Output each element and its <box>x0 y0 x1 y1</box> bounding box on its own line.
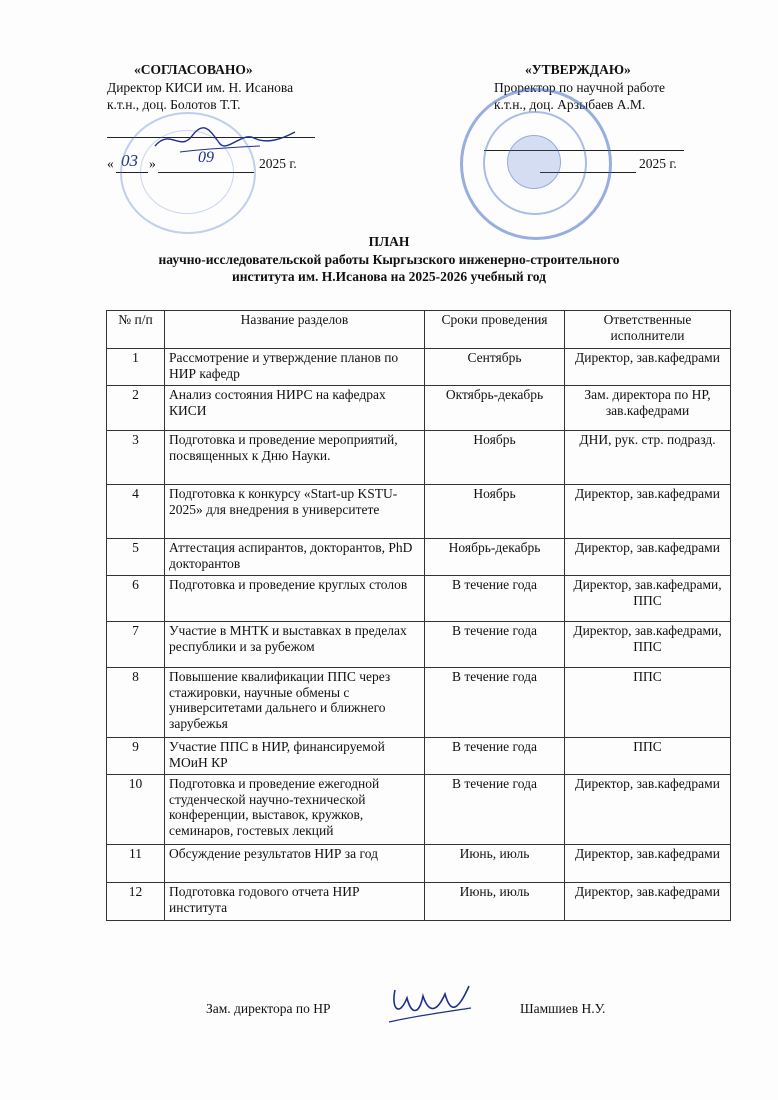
table-row <box>107 539 731 576</box>
col-header-name: Название разделов <box>165 311 425 349</box>
row-dates: Ноябрь <box>425 485 565 539</box>
row-number: 7 <box>107 622 165 668</box>
row-name: Подготовка к конкурсу «Start-up KSTU-2025» для внедрения в университете <box>165 485 425 539</box>
col-header-dates: Сроки проведения <box>425 311 565 349</box>
agreed-date-close: » <box>149 156 156 171</box>
row-responsible: Директор, зав.кафедрами, ППС <box>565 576 731 622</box>
row-responsible: ППС <box>565 668 731 738</box>
table-row <box>107 738 731 775</box>
agreed-date-open: « <box>107 156 114 171</box>
row-name: Участие ППС в НИР, финансируемой МОиН КР <box>165 738 425 775</box>
col-header-responsible: Ответственные исполнители <box>565 311 731 349</box>
agreed-date-year: 2025 г. <box>259 156 297 171</box>
row-dates: Июнь, июль <box>425 883 565 921</box>
row-number: 11 <box>107 845 165 883</box>
row-number: 10 <box>107 775 165 845</box>
row-number: 4 <box>107 485 165 539</box>
agreed-date-month: 09 <box>198 149 214 166</box>
row-dates: В течение года <box>425 622 565 668</box>
row-dates: Сентябрь <box>425 349 565 386</box>
row-number: 8 <box>107 668 165 738</box>
row-responsible: Директор, зав.кафедрами <box>565 349 731 386</box>
row-name: Повышение квалификации ППС через стажировки, научные обмены с университетами дальнего и ближнего зарубежья <box>165 668 425 738</box>
table-row <box>107 622 731 668</box>
footer-name: Шамшиев Н.У. <box>520 1001 606 1016</box>
row-name: Обсуждение результатов НИР за год <box>165 845 425 883</box>
row-dates: Ноябрь <box>425 431 565 485</box>
approved-heading: «УТВЕРЖДАЮ» <box>525 62 631 77</box>
row-name: Подготовка и проведение круглых столов <box>165 576 425 622</box>
approved-position: Проректор по научной работе <box>494 80 666 95</box>
row-number: 3 <box>107 431 165 485</box>
plan-subtitle-line2: института им. Н.Исанова на 2025-2026 учебный год <box>231 269 547 284</box>
agreed-stamp <box>120 112 256 234</box>
table-row <box>107 883 731 921</box>
row-responsible: ДНИ, рук. стр. подразд. <box>565 431 731 485</box>
row-responsible: Директор, зав.кафедрами <box>565 883 731 921</box>
approved-name: к.т.н., доц. Арзыбаев А.М. <box>494 97 646 112</box>
row-name: Участие в МНТК и выставках в пределах республики и за рубежом <box>165 622 425 668</box>
plan-title: ПЛАН <box>368 234 410 249</box>
row-number: 9 <box>107 738 165 775</box>
row-responsible: Директор, зав.кафедрами <box>565 845 731 883</box>
agreed-date-day: 03 <box>121 151 138 170</box>
table-row <box>107 386 731 431</box>
footer-position: Зам. директора по НР <box>206 1001 331 1016</box>
row-name: Подготовка годового отчета НИР института <box>165 883 425 921</box>
row-responsible: Директор, зав.кафедрами <box>565 485 731 539</box>
row-responsible: Директор, зав.кафедрами <box>565 775 731 845</box>
row-dates: В течение года <box>425 775 565 845</box>
agreed-heading: «СОГЛАСОВАНО» <box>134 62 253 77</box>
row-dates: В течение года <box>425 668 565 738</box>
approved-date-year: 2025 г. <box>639 156 677 171</box>
row-number: 1 <box>107 349 165 386</box>
agreed-position: Директор КИСИ им. Н. Исанова <box>107 80 294 95</box>
row-number: 5 <box>107 539 165 576</box>
row-name: Анализ состояния НИРС на кафедрах КИСИ <box>165 386 425 431</box>
row-name: Аттестация аспирантов, докторантов, PhD докторантов <box>165 539 425 576</box>
row-number: 6 <box>107 576 165 622</box>
agreed-name: к.т.н., доц. Болотов Т.Т. <box>107 97 241 112</box>
row-number: 12 <box>107 883 165 921</box>
deputy-signature <box>385 978 475 1028</box>
row-name: Рассмотрение и утверждение планов по НИР кафедр <box>165 349 425 386</box>
col-header-number: № п/п <box>107 311 165 349</box>
table-row <box>107 845 731 883</box>
row-responsible: Зам. директора по НР, зав.кафедрами <box>565 386 731 431</box>
plan-subtitle-line1: научно-исследовательской работы Кыргызского инженерно-строительного <box>158 252 620 267</box>
row-responsible: Директор, зав.кафедрами, ППС <box>565 622 731 668</box>
row-name: Подготовка и проведение ежегодной студенческой научно-технической конференции, выставок, кружков, семинаров, гостевых лекций <box>165 775 425 845</box>
row-dates: Ноябрь-декабрь <box>425 539 565 576</box>
approved-stamp <box>460 88 612 240</box>
table-row <box>107 431 731 485</box>
table-row <box>107 576 731 622</box>
plan-table <box>106 310 731 921</box>
row-dates: Июнь, июль <box>425 845 565 883</box>
row-dates: В течение года <box>425 738 565 775</box>
table-row <box>107 668 731 738</box>
table-row <box>107 775 731 845</box>
row-number: 2 <box>107 386 165 431</box>
row-responsible: ППС <box>565 738 731 775</box>
row-dates: Октябрь-декабрь <box>425 386 565 431</box>
row-name: Подготовка и проведение мероприятий, посвященных к Дню Науки. <box>165 431 425 485</box>
row-responsible: Директор, зав.кафедрами <box>565 539 731 576</box>
table-header-row <box>107 311 731 349</box>
row-dates: В течение года <box>425 576 565 622</box>
table-row <box>107 485 731 539</box>
table-row <box>107 349 731 386</box>
